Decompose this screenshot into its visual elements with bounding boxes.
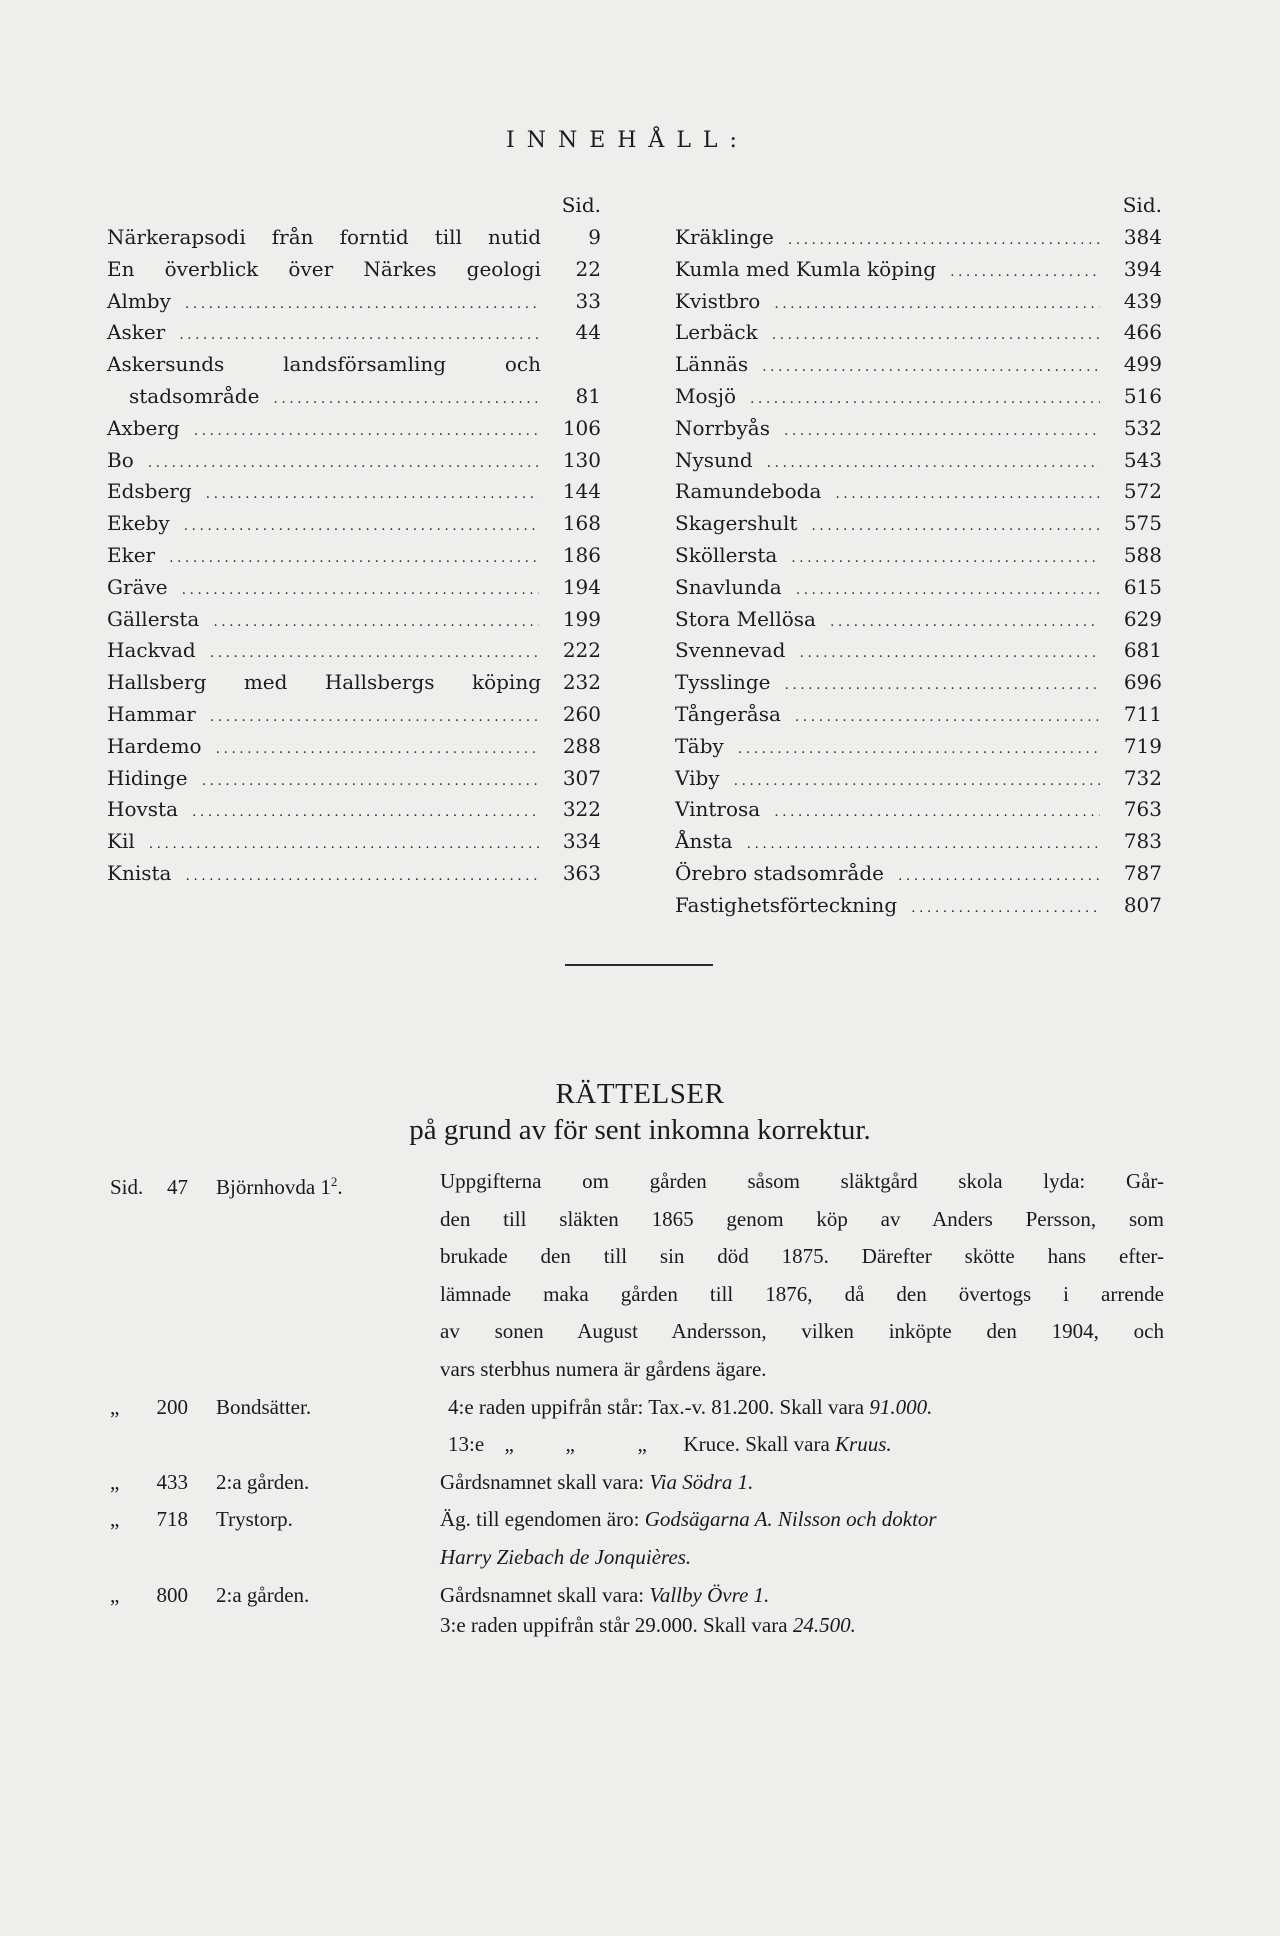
toc-entry-page: 466: [1123, 320, 1162, 345]
page-column-header: Sid.: [561, 193, 601, 217]
toc-entry-title: Gräve: [107, 574, 168, 599]
toc-entry-title: Kräklinge: [675, 225, 774, 249]
leader-dots: [149, 829, 539, 861]
toc-entry-page: 33: [575, 288, 601, 313]
toc-entry: [675, 572, 1162, 604]
toc-entry-title: Bo: [107, 447, 134, 472]
leader-dots: [795, 702, 1100, 734]
toc-entry-title: Mosjö: [675, 383, 737, 408]
errata-reference: [110, 1501, 293, 1539]
errata-place: 2:a gården.: [216, 1582, 310, 1607]
leader-dots: [182, 575, 539, 607]
toc-entry: [675, 381, 1162, 413]
toc-entry-page: 532: [1123, 415, 1162, 440]
toc-entry-title: Vintrosa: [675, 797, 761, 822]
leader-dots: [734, 766, 1100, 798]
toc-entry: [107, 794, 601, 826]
errata-prefix: „: [110, 1507, 120, 1532]
errata-text-plain: Äg. till egendomen äro:: [440, 1507, 645, 1532]
leader-dots: [772, 320, 1100, 352]
leader-dots: [811, 511, 1100, 543]
errata-entry: [110, 1464, 1170, 1502]
toc-entry: [675, 317, 1162, 349]
errata-entry: [110, 1501, 1170, 1576]
toc-entry-title: Hardemo: [107, 733, 202, 758]
errata-text-line: vars sterbhus numera är gårdens ägare.: [440, 1356, 767, 1381]
toc-entry: [107, 858, 601, 890]
errata-prefix: „: [110, 1582, 120, 1607]
toc-entry-title: Ånsta: [675, 829, 733, 854]
toc-entry: [675, 858, 1162, 890]
toc-entry: [675, 731, 1162, 763]
toc-entry-title: Norrbyås: [675, 415, 770, 440]
errata-text-line: den till släkten 1865 genom köp av Anders Persson, som: [440, 1206, 1164, 1231]
toc-entry-page: 144: [562, 479, 601, 504]
toc-entry-page: 222: [562, 638, 601, 663]
errata-page: 718: [156, 1507, 188, 1532]
errata-prefix: „: [110, 1469, 120, 1494]
errata-prefix: Sid.: [110, 1175, 144, 1199]
errata-text-line: [440, 1607, 856, 1645]
toc-entry-page: 384: [1123, 225, 1162, 249]
errata-text-italic: 24.500.: [792, 1612, 856, 1637]
errata-entry: [110, 1163, 1170, 1389]
errata-text-line: [448, 1389, 932, 1427]
toc-entry-page: 168: [562, 511, 601, 536]
toc-entry: [675, 890, 1162, 922]
toc-entry: [107, 317, 601, 349]
toc-entry-title: Stora Mellösa: [675, 606, 816, 631]
errata-text-line: Uppgifterna om gården såsom släktgård skola lyda: Går-: [440, 1169, 1164, 1193]
toc-entry: [675, 286, 1162, 318]
toc-entry: [107, 445, 601, 477]
leader-dots: [784, 416, 1100, 448]
toc-entry: [107, 222, 601, 254]
leader-dots: [210, 638, 539, 670]
toc-entry: [675, 222, 1162, 254]
toc-entry: [107, 508, 601, 540]
leader-dots: [799, 638, 1100, 670]
toc-entry-title: Hovsta: [107, 797, 179, 822]
toc-entry-title: Skagershult: [675, 511, 798, 536]
toc-entry: [675, 445, 1162, 477]
toc-entry-title: En överblick över Närkes geologi: [107, 256, 541, 281]
toc-entry-page: 334: [562, 829, 601, 854]
errata-entry: [110, 1389, 1170, 1464]
errata-text-italic: Godsägarna A. Nilsson och doktor: [644, 1507, 937, 1532]
toc-entry: [107, 635, 601, 667]
errata-text-italic: Via Södra 1.: [649, 1469, 754, 1494]
toc-entry-page: 516: [1123, 383, 1162, 408]
toc-entry-title: Hallsberg med Hallsbergs köping: [107, 670, 541, 695]
leader-dots: [911, 893, 1100, 925]
leader-dots: [184, 511, 539, 543]
toc-entry: [675, 508, 1162, 540]
toc-entry-page: 363: [562, 860, 601, 885]
toc-entry: [107, 540, 601, 572]
errata-reference: [110, 1464, 309, 1502]
leader-dots: [202, 766, 539, 798]
toc-entry-title: Täby: [675, 733, 724, 758]
toc-entry-title: Axberg: [107, 415, 180, 440]
errata-page: 47: [167, 1175, 188, 1199]
section-divider: [565, 964, 713, 966]
toc-entry: [675, 413, 1162, 445]
toc-entry-page: 615: [1123, 574, 1162, 599]
toc-entry: [107, 381, 601, 413]
errata-subtitle: på grund av för sent inkomna korrektur.: [409, 1114, 871, 1146]
leader-dots: [796, 575, 1100, 607]
toc-entry-page: 81: [575, 383, 601, 408]
toc-entry-page: 9: [588, 225, 601, 249]
errata-text-line: av sonen August Andersson, vilken inköpte den 1904, och: [440, 1319, 1164, 1344]
leader-dots: [784, 670, 1100, 702]
errata-text-line: [448, 1426, 892, 1464]
toc-entry: [675, 667, 1162, 699]
toc-entry: [107, 572, 601, 604]
toc-entry-title: Hidinge: [107, 765, 188, 790]
leader-dots: [830, 607, 1100, 639]
page-column-header: Sid.: [1122, 193, 1162, 217]
leader-dots: [216, 734, 539, 766]
errata-text-line: [440, 1464, 753, 1502]
toc-entry-page: 681: [1123, 638, 1162, 663]
toc-entry-title: Knista: [107, 860, 172, 885]
leader-dots: [210, 702, 539, 734]
errata-place-end: .: [337, 1175, 343, 1199]
toc-entry-page: 588: [1123, 542, 1162, 567]
errata-text-plain: 13:e: [448, 1432, 485, 1457]
toc-entry: [675, 476, 1162, 508]
leader-dots: [791, 543, 1100, 575]
leader-dots: [774, 289, 1100, 321]
toc-entry-page: 439: [1123, 288, 1162, 313]
toc-entry-page: 130: [562, 447, 601, 472]
toc-entry-title: Viby: [675, 765, 720, 790]
toc-entry: [107, 731, 601, 763]
toc-entry: [107, 413, 601, 445]
toc-entry: [107, 286, 601, 318]
leader-dots: [213, 607, 539, 639]
toc-entry-page: 186: [562, 542, 601, 567]
leader-dots: [898, 861, 1100, 893]
toc-entry-title: Tångeråsa: [675, 701, 781, 726]
toc-entry: [675, 699, 1162, 731]
toc-entry: [107, 476, 601, 508]
toc-entry: [675, 604, 1162, 636]
toc-entry: [107, 699, 601, 731]
leader-dots: [738, 734, 1100, 766]
toc-entry-title: Eker: [107, 542, 156, 567]
errata-text-plain: Gårdsnamnet skall vara:: [440, 1582, 650, 1607]
toc-entry-title: Kil: [107, 829, 135, 854]
toc-entry-title: Örebro stadsområde: [675, 860, 884, 885]
toc-entry: [675, 635, 1162, 667]
errata-page: 200: [156, 1394, 188, 1419]
toc-entry-page: 260: [562, 701, 601, 726]
errata-reference: [110, 1389, 311, 1427]
errata-place: Björnhovda 1: [216, 1175, 331, 1199]
leader-dots: [192, 797, 539, 829]
leader-dots: [179, 320, 539, 352]
errata-text-italic: Vallby Övre 1.: [649, 1582, 770, 1607]
toc-entry-page: 194: [562, 574, 601, 599]
toc-entry: [107, 667, 601, 699]
toc-entry: [675, 349, 1162, 381]
errata-list: [110, 1163, 1170, 1644]
errata-text-italic: Kruus.: [835, 1432, 892, 1457]
errata-text-italic: 91.000.: [869, 1394, 933, 1419]
toc-entry-title: Almby: [107, 288, 171, 313]
toc-entry-title: Svennevad: [675, 638, 786, 663]
toc-entry-title: Ekeby: [107, 511, 170, 536]
toc-right-column: [675, 188, 1162, 922]
page-title: INNEHÅLL:: [506, 128, 749, 153]
toc-entry-page: 394: [1123, 256, 1162, 281]
toc-entry-page: 575: [1123, 511, 1162, 536]
leader-dots: [767, 448, 1100, 480]
ditto-mark: „: [504, 1432, 514, 1457]
leader-dots: [194, 416, 539, 448]
toc-entry-title: Snavlunda: [675, 574, 782, 599]
errata-text-line: Harry Ziebach de Jonquières.: [440, 1544, 692, 1569]
toc-entry: [675, 763, 1162, 795]
leader-dots: [185, 289, 539, 321]
toc-entry: [107, 349, 601, 381]
errata-text-plain: Kruce. Skall vara: [683, 1432, 836, 1457]
toc-entry-title: Nysund: [675, 447, 753, 472]
ditto-mark: „: [565, 1432, 575, 1457]
leader-dots: [835, 479, 1100, 511]
leader-dots: [747, 829, 1100, 861]
errata-text-plain: 4:e raden uppifrån står: Tax.-v. 81.200. Skall vara: [448, 1394, 870, 1419]
errata-text-plain: Gårdsnamnet skall vara:: [440, 1469, 650, 1494]
toc-entry-page: 106: [562, 415, 601, 440]
toc-entry-page: 763: [1123, 797, 1162, 822]
toc-left-column: [107, 188, 601, 890]
toc-entry: [675, 794, 1162, 826]
errata-text-line: lämnade maka gården till 1876, då den övertogs i arrende: [440, 1281, 1164, 1306]
leader-dots: [950, 257, 1100, 289]
leader-dots: [788, 225, 1100, 257]
leader-dots: [774, 797, 1100, 829]
toc-entry-page: 787: [1123, 860, 1162, 885]
toc-entry-page: 572: [1123, 479, 1162, 504]
errata-place: 2:a gården.: [216, 1469, 310, 1494]
toc-entry-title: Sköllersta: [675, 542, 778, 567]
toc-entry: [107, 604, 601, 636]
toc-entry: [107, 826, 601, 858]
leader-dots: [185, 861, 539, 893]
toc-entry-page: 807: [1123, 892, 1162, 917]
toc-entry-page: 543: [1123, 447, 1162, 472]
toc-entry-page: 288: [562, 733, 601, 758]
toc-entry: [675, 254, 1162, 286]
toc-entry-title: Hammar: [107, 701, 196, 726]
toc-entry-title: Gällersta: [107, 606, 200, 631]
toc-entry-title: Hackvad: [107, 638, 196, 663]
errata-text-line: [440, 1501, 937, 1539]
leader-dots: [750, 384, 1100, 416]
toc-entry-page: 629: [1123, 606, 1162, 631]
toc-entry-page: 696: [1123, 670, 1162, 695]
toc-entry-page: 499: [1123, 352, 1162, 377]
toc-entry: [107, 254, 601, 286]
toc-entry: [675, 826, 1162, 858]
toc-entry-title: Fastighetsförteckning: [675, 892, 898, 917]
toc-entry-page: 199: [562, 606, 601, 631]
toc-entry-title: Kumla med Kumla köping: [675, 256, 937, 281]
leader-dots: [273, 384, 539, 416]
toc-entry: [107, 763, 601, 795]
toc-entry-title: Lerbäck: [675, 320, 758, 345]
toc-entry-title: Tysslinge: [675, 670, 771, 695]
toc-entry-page: 307: [562, 765, 601, 790]
errata-title: RÄTTELSER: [555, 1078, 725, 1110]
toc-entry-title: Ramundeboda: [675, 479, 822, 504]
toc-entry-page: 44: [575, 320, 601, 345]
toc-entry-page: 783: [1123, 829, 1162, 854]
toc-entry-page: 322: [562, 797, 601, 822]
toc-entry-page: 232: [562, 670, 601, 695]
toc-entry-title: Närkerapsodi från forntid till nutid: [107, 225, 541, 249]
toc-entry-title: Edsberg: [107, 479, 192, 504]
leader-dots: [148, 448, 539, 480]
errata-place-sup: 2: [330, 1174, 338, 1189]
errata-text-line: brukade den till sin död 1875. Därefter skötte hans efter-: [440, 1244, 1164, 1269]
errata-place: Trystorp.: [216, 1507, 293, 1532]
errata-place: Bondsätter.: [216, 1394, 312, 1419]
errata-text-plain: 3:e raden uppifrån står 29.000. Skall vara: [440, 1612, 793, 1637]
toc-entry-title: Asker: [107, 320, 166, 345]
toc-entry-title: Lännäs: [675, 352, 749, 377]
errata-page: 800: [156, 1582, 188, 1607]
errata-entry: [110, 1577, 1170, 1645]
toc-entry-title: stadsområde: [129, 383, 260, 408]
errata-page: 433: [156, 1469, 188, 1494]
toc-entry-page: 719: [1123, 733, 1162, 758]
ditto-mark: „: [637, 1432, 647, 1457]
toc-entry: [675, 540, 1162, 572]
errata-prefix: „: [110, 1394, 120, 1419]
toc-entry-page: 22: [575, 256, 601, 281]
leader-dots: [762, 352, 1100, 384]
toc-entry-page: 732: [1123, 765, 1162, 790]
leader-dots: [206, 479, 539, 511]
leader-dots: [169, 543, 539, 575]
toc-entry-title: Askersunds landsförsamling och: [107, 352, 541, 377]
toc-entry-title: Kvistbro: [675, 288, 761, 313]
toc-entry-page: 711: [1123, 701, 1162, 726]
